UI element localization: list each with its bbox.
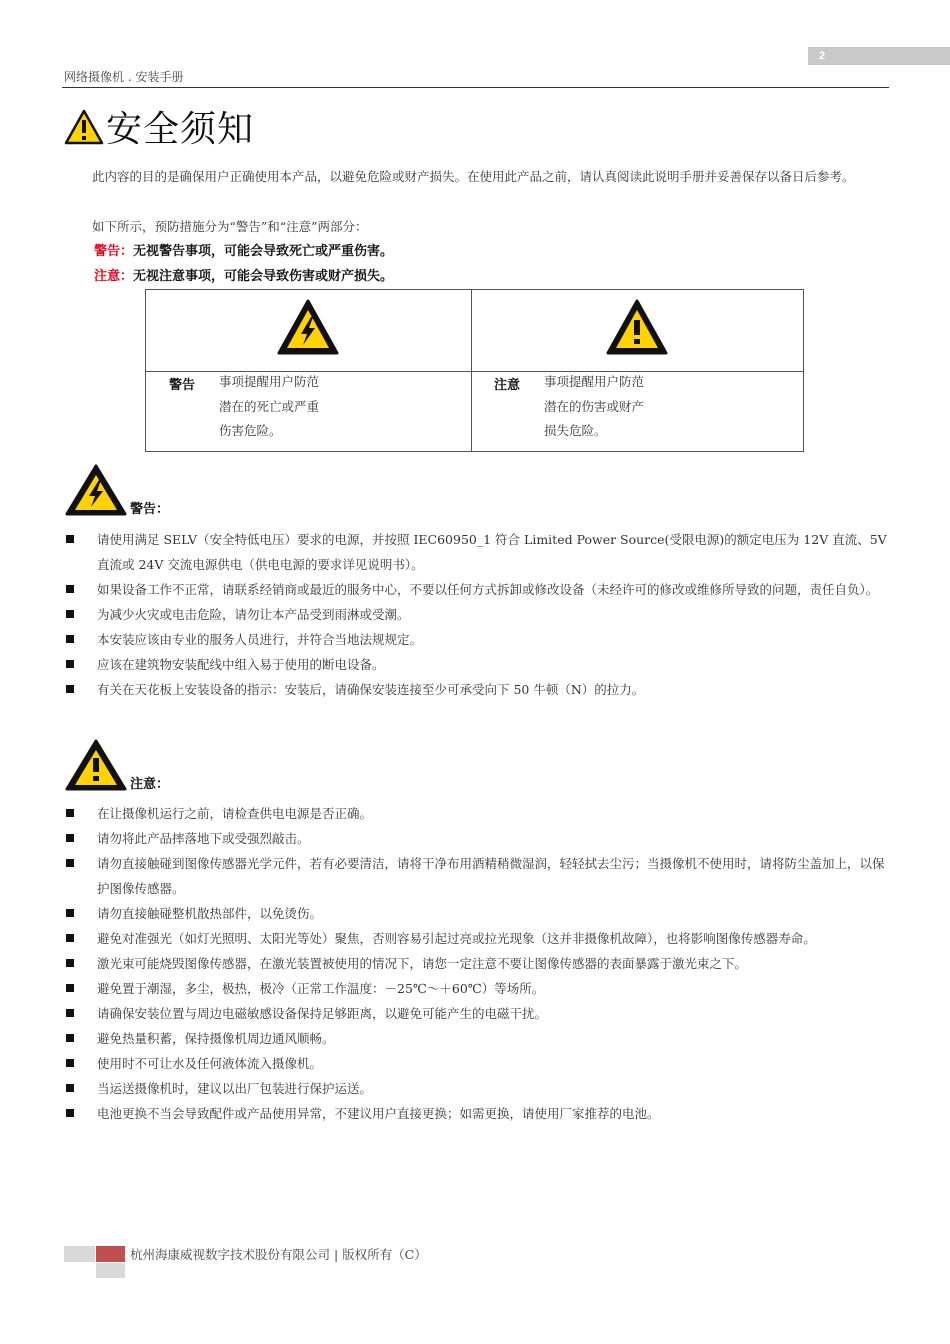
list-item: 当运送摄像机时，建议以出厂包装进行保护运送。	[64, 1076, 890, 1101]
warning-lightning-icon	[64, 463, 128, 517]
list-item: 电池更换不当会导致配件或产品使用异常，不建议用户直接更换；如需更换，请使用厂家推荐的电池。	[64, 1101, 890, 1126]
caution-exclamation-icon	[605, 298, 669, 356]
list-item: 在让摄像机运行之前，请检查供电电源是否正确。	[64, 801, 890, 826]
table-caution-line: 潜在的伤害或财产	[544, 398, 645, 414]
warning-notice-text: 无视警告事项，可能会导致死亡或严重伤害。	[133, 244, 394, 259]
list-item: 本安装应该由专业的服务人员进行，并符合当地法规规定。	[64, 627, 890, 652]
warning-notice	[94, 240, 393, 259]
list-item: 有关在天花板上安装设备的指示：安装后，请确保安装连接至少可承受向下 50 牛顿（N）的拉力。	[64, 677, 890, 702]
list-item: 避免对准强光（如灯光照明、太阳光等处）聚焦，否则容易引起过亮或拉光现象（这并非摄像机故障），也将影响图像传感器寿命。	[64, 926, 890, 951]
list-item: 为减少火灾或电击危险，请勿让本产品受到雨淋或受潮。	[64, 602, 890, 627]
list-item: 应该在建筑物安装配线中组入易于使用的断电设备。	[64, 652, 890, 677]
table-caution-line: 损失危险。	[544, 423, 607, 438]
list-item: 请确保安装位置与周边电磁敏感设备保持足够距离，以避免可能产生的电磁干扰。	[64, 1001, 890, 1026]
page-title: 安全须知	[106, 109, 255, 150]
warning-list	[64, 527, 890, 702]
footer-decor-block	[96, 1246, 125, 1262]
table-warning-desc	[219, 370, 349, 444]
title-block	[64, 101, 254, 152]
list-item: 请使用满足 SELV（安全特低电压）要求的电源，并按照 IEC60950_1 符合 Limited Power Source(受限电源)的额定电压为 12V 直流、5V 直流或 24V 交流电源供电（供电电源的要求详见说明书）。	[64, 527, 890, 577]
footer-decor-block	[64, 1246, 95, 1262]
caution-list	[64, 801, 890, 1126]
caution-notice	[94, 265, 393, 284]
intro-paragraph: 此内容的目的是确保用户正确使用本产品，以避免危险或财产损失。在使用此产品之前，请认真阅读此说明手册并妥善保存以备日后参考。	[92, 169, 855, 184]
table-warning-line: 潜在的死亡或严重	[219, 398, 320, 414]
table-caution-line: 事项提醒用户防范	[544, 374, 645, 389]
table-warning-label: 警告	[169, 378, 196, 393]
caution-section-label: 注意：	[130, 777, 170, 792]
list-item: 如果设备工作不正常，请联系经销商或最近的服务中心，不要以任何方式拆卸或修改设备（未经许可的修改或维修所导致的问题，责任自负）。	[64, 577, 890, 602]
caution-exclamation-icon	[64, 109, 104, 145]
list-item: 激光束可能烧毁图像传感器，在激光装置被使用的情况下，请您一定注意不要让图像传感器的表面暴露于激光束之下。	[64, 951, 890, 976]
footer-decor-block	[96, 1263, 125, 1278]
warning-section-head	[64, 463, 169, 517]
caution-notice-text: 无视注意事项，可能会导致伤害或财产损失。	[133, 269, 394, 284]
caution-section-head	[64, 738, 169, 792]
list-item: 避免热量积蓄，保持摄像机周边通风顺畅。	[64, 1026, 890, 1051]
list-item: 使用时不可让水及任何液体流入摄像机。	[64, 1051, 890, 1076]
warning-lightning-icon	[276, 298, 340, 356]
header-divider	[62, 87, 889, 88]
running-header: 网络摄像机 . 安装手册	[64, 70, 184, 84]
footer-copyright: 杭州海康威视数字技术股份有限公司 | 版权所有（C）	[130, 1247, 427, 1262]
caution-exclamation-icon	[64, 738, 128, 792]
table-caution-desc	[544, 370, 674, 444]
intro-paragraph-2: 如下所示，预防措施分为“警告”和“注意”两部分：	[92, 219, 368, 234]
caution-notice-lead: 注意：	[94, 269, 134, 284]
warning-notice-lead: 警告：	[94, 244, 134, 259]
list-item: 请勿将此产品摔落地下或受强烈敲击。	[64, 826, 890, 851]
table-caution-label: 注意	[494, 378, 521, 393]
list-item: 请勿直接触碰整机散热部件，以免烫伤。	[64, 901, 890, 926]
list-item: 请勿直接触碰到图像传感器光学元件，若有必要清洁，请将干净布用酒精稍微湿润，轻轻拭去尘污；当摄像机不使用时，请将防尘盖加上，以保护图像传感器。	[64, 851, 890, 901]
table-warning-line: 事项提醒用户防范	[219, 374, 320, 389]
symbol-table	[145, 289, 804, 452]
table-warning-line: 伤害危险。	[219, 423, 282, 438]
list-item: 避免置于潮湿，多尘，极热，极冷（正常工作温度：－25℃～＋60℃）等场所。	[64, 976, 890, 1001]
page-number: 2	[818, 50, 826, 62]
warning-section-label: 警告：	[130, 502, 170, 517]
